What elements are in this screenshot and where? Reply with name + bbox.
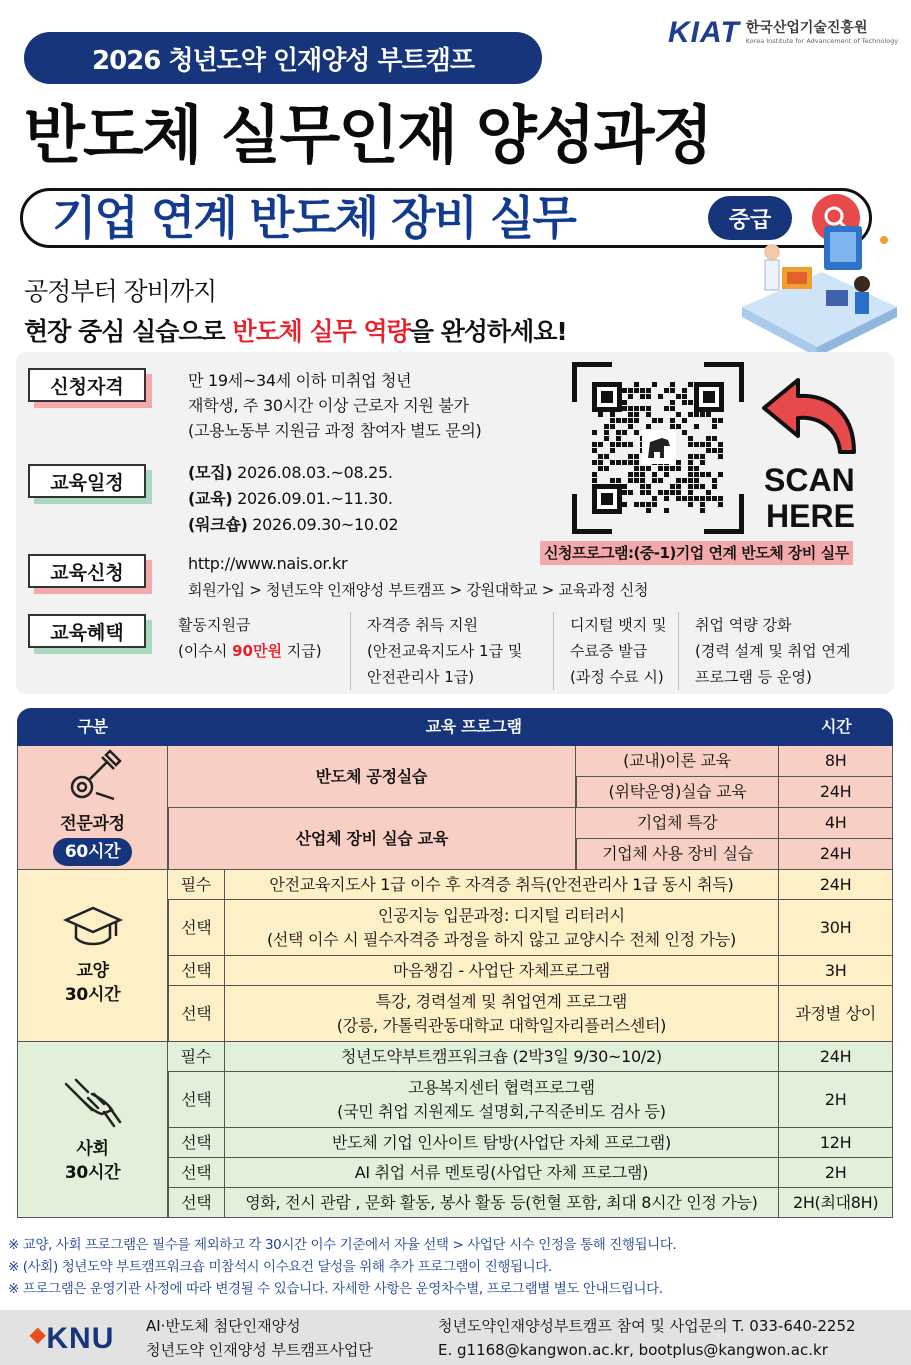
program-desc: 청년도약부트캠프워크숍 (2박3일 9/30~10/2): [225, 1042, 780, 1072]
benefit-line: (경력 설계 및 취업 연계: [695, 642, 851, 660]
header-category: 구분: [17, 708, 168, 746]
benefit-line: 수료증 발급: [570, 642, 648, 660]
knu-logo-mark: ◆: [30, 1324, 47, 1346]
footer-email[interactable]: E. g1168@kangwon.ac.kr, bootplus@kangwon.ac.kr: [438, 1341, 828, 1359]
category-social: [17, 1042, 168, 1218]
program-hours: 24H: [779, 1042, 893, 1072]
apply-path: 회원가입 > 청년도약 인재양성 부트캠프 > 강원대학교 > 교육과정 신청: [188, 581, 649, 599]
program-desc: 영화, 전시 관람 , 문화 활동, 봉사 활동 등(헌혈 포함, 최대 8시간 인정 가능): [225, 1188, 780, 1218]
program-hours: 12H: [779, 1128, 893, 1158]
category-hours: 30시간: [64, 1163, 121, 1183]
program-desc: 고용복지센터 협력프로그램 (국민 취업 지원제도 설명회,구직준비도 검사 등): [225, 1072, 780, 1128]
arrow-icon: [758, 372, 862, 456]
kiat-logo-korean: 한국산업기술진흥원: [745, 20, 868, 37]
program-group: 반도체 공정실습: [168, 746, 576, 808]
footnotes: [8, 1234, 676, 1300]
program-type: 선택: [168, 900, 224, 956]
intro-line-1: 공정부터 장비까지: [24, 277, 217, 306]
header-hours: 시간: [779, 708, 893, 746]
program-hours: 4H: [779, 808, 893, 839]
qualification-tag: 신청자격: [28, 368, 146, 402]
intro-highlight: 반도체 실무 역량: [232, 317, 410, 346]
intro-text-end: 을 완성하세요!: [409, 317, 567, 346]
benefit-certificate: [367, 612, 553, 690]
program-hours: 2H(최대8H): [779, 1188, 893, 1218]
allowance-amount: 90만원: [232, 642, 282, 660]
benefit-line: 취업 역량 강화: [695, 616, 792, 634]
schedule-tag: 교육일정: [28, 464, 146, 498]
benefit-badge: [570, 612, 678, 690]
divider: [553, 612, 554, 690]
benefit-line: (과정 수료 시): [570, 668, 664, 686]
program-desc: 반도체 기업 인사이트 탐방(사업단 자체 프로그램): [225, 1128, 780, 1158]
category-title: 교양: [76, 961, 109, 981]
program-type: 선택: [168, 986, 224, 1042]
program-group: 산업체 장비 실습 교육: [168, 808, 576, 870]
program-desc: AI 취업 서류 멘토링(사업단 자체 프로그램): [225, 1158, 780, 1188]
qualification-line: 재학생, 주 30시간 이상 근로자 지원 불가: [188, 396, 469, 415]
benefit-line: 안전관리사 1급): [367, 668, 475, 686]
apply-tag: 교육신청: [28, 554, 146, 588]
footnote: ※ 프로그램은 운영기관 사정에 따라 변경될 수 있습니다. 자세한 사항은 운영차수별, 프로그램별 별도 안내드립니다.: [8, 1281, 663, 1297]
program-item: (위탁운영)실습 교육: [576, 777, 780, 808]
footnote: ※ 교양, 사회 프로그램은 필수를 제외하고 각 30시간 이수 기준에서 자율 선택 > 사업단 시수 인정을 통해 진행됩니다.: [8, 1237, 677, 1253]
knu-logo: [30, 1322, 114, 1356]
program-hours: 24H: [779, 839, 893, 870]
benefit-line: (안전교육지도사 1급 및: [367, 642, 523, 660]
program-hours: 24H: [779, 777, 893, 808]
footer-contact: [438, 1314, 856, 1362]
qr-code[interactable]: [572, 362, 744, 534]
table-row: [17, 870, 893, 900]
benefit-line: 디지털 뱃지 및: [570, 616, 667, 634]
table-row: [17, 1042, 893, 1072]
program-type: 선택: [168, 956, 224, 986]
program-hours: 30H: [779, 900, 893, 956]
table-header: [17, 708, 893, 746]
program-table: [17, 708, 893, 1218]
kiat-logo: [668, 16, 898, 50]
qualification-line: 만 19세~34세 이하 미취업 청년: [188, 371, 412, 390]
program-type: 선택: [168, 1072, 224, 1128]
schedule-recruit: (모집) 2026.08.03.~08.25.: [188, 463, 393, 482]
program-type: 필수: [168, 1042, 224, 1072]
divider: [350, 612, 351, 690]
footer-org-line: 청년도약 인재양성 부트캠프사업단: [146, 1341, 373, 1359]
scan-here-label: [764, 462, 855, 534]
semiconductor-illustration: [732, 212, 904, 362]
program-hours: 8H: [779, 746, 893, 777]
program-desc: 인공지능 입문과정: 디지털 리터러시 (선택 이수 시 필수자격증 과정을 하지 않고 교양시수 전체 인정 가능): [225, 900, 780, 956]
category-hours-badge: 60시간: [53, 838, 132, 866]
handshake-icon: [62, 1074, 124, 1130]
knu-logo-text: KNU: [46, 1322, 115, 1355]
benefits-list: [178, 612, 875, 690]
here-text: HERE: [766, 498, 855, 534]
footnote: ※ (사회) 청년도약 부트캠프워크숍 미참석시 이수요건 달성을 위해 추가 프로그램이 진행됩니다.: [8, 1259, 552, 1275]
footer-organization: [146, 1314, 373, 1362]
kiat-logo-english: Korea Institute for Advancement of Technology: [745, 37, 899, 46]
qualification-text: [188, 368, 481, 443]
program-hours: 24H: [779, 870, 893, 900]
apply-url-link[interactable]: http://www.nais.or.kr: [188, 554, 348, 573]
benefit-line: (이수시 90만원 지급): [178, 642, 322, 660]
divider: [678, 612, 679, 690]
intro-line-2: [24, 312, 567, 348]
program-desc: 안전교육지도사 1급 이수 후 자격증 취득(안전관리사 1급 동시 취득): [225, 870, 780, 900]
footer-org-line: AI·반도체 첨단인재양성: [146, 1317, 301, 1335]
program-type: 선택: [168, 1128, 224, 1158]
scan-text: SCAN: [764, 462, 855, 498]
category-liberal: [17, 870, 168, 1042]
graduation-cap-icon: [62, 904, 124, 952]
kiat-logo-mark: KIAT: [668, 16, 740, 49]
schedule-text: [188, 460, 398, 538]
table-row: [17, 746, 893, 777]
program-series-pill: 2026 청년도약 인재양성 부트캠프: [24, 32, 542, 84]
benefit-allowance: [178, 612, 350, 690]
category-major: [17, 746, 168, 870]
level-badge: 중급: [708, 196, 792, 240]
benefit-line: 자격증 취득 지원: [367, 616, 478, 634]
intro-text: 현장 중심 실습으로: [24, 317, 233, 346]
category-hours: 30시간: [64, 985, 121, 1005]
header-program: 교육 프로그램: [168, 708, 779, 746]
schedule-workshop: (워크숍) 2026.09.30~10.02: [188, 515, 399, 534]
benefits-tag: 교육혜택: [28, 614, 146, 648]
program-hours: 2H: [779, 1158, 893, 1188]
footer-phone[interactable]: 청년도약인재양성부트캠프 참여 및 사업문의 T. 033-640-2252: [438, 1317, 856, 1335]
page-title: 반도체 실무인재 양성과정: [24, 99, 712, 172]
program-item: (교내)이론 교육: [576, 746, 780, 777]
qualification-line: (고용노동부 지원금 과정 참여자 별도 문의): [188, 421, 482, 440]
tools-icon: [62, 749, 124, 805]
program-desc: 마음챙김 - 사업단 자체프로그램: [225, 956, 780, 986]
course-subtitle: 기업 연계 반도체 장비 실무: [52, 191, 575, 245]
program-desc: 특강, 경력설계 및 취업연계 프로그램 (강릉, 가톨릭관동대학교 대학일자리플러스센터): [225, 986, 780, 1042]
program-hours: 3H: [779, 956, 893, 986]
program-type: 선택: [168, 1158, 224, 1188]
schedule-education: (교육) 2026.09.01.~11.30.: [188, 489, 393, 508]
category-title: 사회: [76, 1139, 109, 1159]
benefit-line: 활동지원금: [178, 616, 251, 634]
program-item: 기업체 사용 장비 실습: [576, 839, 780, 870]
benefit-line: 프로그램 등 운영): [695, 668, 812, 686]
program-hours: 과정별 상이: [779, 986, 893, 1042]
program-item: 기업체 특강: [576, 808, 780, 839]
program-name: 신청프로그램:(중-1)기업 연계 반도체 장비 실무: [540, 541, 853, 565]
program-hours: 2H: [779, 1072, 893, 1128]
program-type: 선택: [168, 1188, 224, 1218]
program-type: 필수: [168, 870, 224, 900]
benefit-employment: [695, 612, 875, 690]
category-title: 전문과정: [60, 814, 125, 834]
